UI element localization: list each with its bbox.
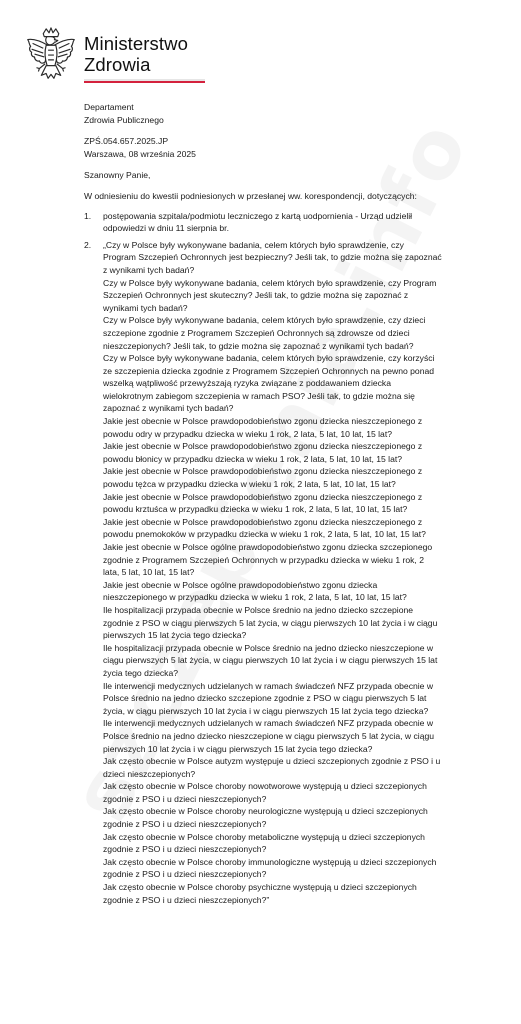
text-line: zgodnie z Programem Szczepień Ochronnych w przypadku dziecka w wieku 1 rok, 2 [103, 554, 424, 565]
greeting-text: Szanowny Panie, [84, 170, 151, 181]
text-line: szczepione zgodnie z Programem Szczepień Ochronnych są zdrowsze od dzieci [103, 327, 410, 338]
ministry-name-line2: Zdrowia [84, 54, 151, 75]
text-line: Jak często obecnie w Polsce choroby metaboliczne występują u dzieci szczepionych [103, 831, 425, 842]
text-line: wszelką wątpliwość przewyższają ryzyka związane z poddawaniem dziecka [103, 378, 392, 389]
text-line: Program Szczepień Ochronnych jest bezpieczny? Jeśli tak, to gdzie można się zapoznać [103, 252, 442, 263]
text-line: Jakie jest obecnie w Polsce prawdopodobieństwo zgonu dziecka nieszczepionego z [103, 516, 423, 527]
text-line: Czy w Polsce były wykonywane badania, celem których było sprawdzenie, czy korzyści [103, 353, 435, 364]
ministry-logo [20, 25, 195, 95]
text-line: ze szczepienia dziecka zgodnie z Programem Szczepień Ochronnych na pewno ponad [103, 365, 435, 376]
text-line: powodu pnemokoków w przypadku dziecka w wieku 1 rok, 2 lata, 5 lat, 10 lat, 15 lat? [103, 529, 426, 540]
text-line: Polsce średnio na jedno dziecko szczepione zgodnie z PSO w ciągu pierwszych 5 lat [103, 693, 427, 704]
text-line: nieszczepionych? Jeśli tak, to gdzie można się zapoznać z wynikami tych badań? [103, 340, 414, 351]
text-line: życia, w ciągu pierwszych 10 lat życia i w ciągu pierwszych 15 lat życia tego dziecka? [103, 705, 429, 716]
department-line: Departament [84, 102, 134, 112]
text-line: Czy w Polsce były wykonywane badania, celem których było sprawdzenie, czy dzieci [103, 315, 426, 326]
text-line: „Czy w Polsce były wykonywane badania, celem których było sprawdzenie, czy [103, 239, 404, 250]
text-line: Jakie jest obecnie w Polsce ogólne prawdopodobieństwo zgonu dziecka szczepionego [103, 542, 433, 552]
text-line: Jakie jest obecnie w Polsce ogólne prawdopodobieństwo zgonu dziecka [103, 579, 378, 590]
department-line: Zdrowia Publicznego [84, 114, 164, 125]
eagle-emblem-icon [20, 25, 82, 87]
text-line: pierwszych 10 lat życia i w ciągu pierwszych 15 lat życia tego dziecka? [103, 743, 373, 754]
text-line: Szczepień Ochronnych jest skuteczny? Jeśli tak, to gdzie można się zapoznać z [103, 290, 409, 301]
numbered-list [84, 210, 484, 907]
text-line: postępowania szpitala/podmiotu leczniczego z kartą uodpornienia - Urząd udzielił [103, 210, 413, 221]
list-item [84, 210, 484, 235]
text-line: zgodnie z PSO i u dzieci nieszczepionych? [103, 844, 267, 855]
text-line: nieszczepionego w przypadku dziecka w wieku 1 rok, 2 lata, 5 lat, 10 lat, 15 lat? [103, 592, 407, 603]
text-line: zgodnie z PSO i u dzieci nieszczepionych? [103, 869, 267, 880]
list-item-number: 1. [84, 210, 92, 221]
text-line: zgodnie z PSO i u dzieci nieszczepionych? [103, 819, 267, 830]
text-line: powodu odry w przypadku dziecka w wieku 1 rok, 2 lata, 5 lat, 10 lat, 15 lat? [103, 428, 393, 439]
text-line: zapoznać z wynikami tych badań? [103, 403, 234, 414]
text-line: powodu błonicy w przypadku dziecka w wieku 1 rok, 2 lata, 5 lat, 10 lat, 15 lat? [103, 453, 403, 464]
text-line: ciągu pierwszych 5 lat życia, w ciągu pierwszych 10 lat życia i w ciągu pierwszych 15 lat [103, 655, 438, 666]
text-line: Ile interwencji medycznych udzielanych w ramach świadczeń NFZ przypada obecnie w [103, 680, 434, 691]
text-line: odpowiedzi w dniu 11 sierpnia br. [103, 223, 229, 234]
text-line: Ile interwencji medycznych udzielanych w ramach świadczeń NFZ przypada obecnie w [103, 718, 434, 729]
text-line: zgodnie z PSO w ciągu pierwszych 5 lat życia, w ciągu pierwszych 10 lat życia i w ciągu [103, 617, 438, 628]
text-line: pierwszych 15 lat życia tego dziecka? [103, 630, 247, 641]
letter-body [84, 101, 484, 906]
text-line: życia tego dziecka? [103, 667, 178, 678]
text-line: Ile hospitalizacji przypada obecnie w Polsce średnio na jedno dziecko szczepione [103, 604, 414, 615]
list-item-text [103, 210, 484, 235]
list-item [84, 239, 484, 906]
flag-stripe-red [84, 81, 205, 83]
list-item-text [103, 239, 484, 906]
text-line: Jak często obecnie w Polsce autyzm występuje u dzieci szczepionych zgodnie z PSO i u [103, 756, 441, 767]
flag-stripe [84, 79, 205, 83]
intro [84, 190, 484, 203]
intro-text: W odniesieniu do kwestii podniesionych w przesłanej ww. korespondencji, dotyczących: [84, 190, 417, 201]
text-line: lata, 5 lat, 10 lat, 15 lat? [103, 567, 195, 578]
ministry-name [84, 33, 188, 75]
text-line: zgodnie z PSO i u dzieci nieszczepionych? [103, 793, 267, 804]
text-line: dzieci nieszczepionych? [103, 768, 196, 779]
text-line: powodu tężca w przypadku dziecka w wieku 1 rok, 2 lata, 5 lat, 10 lat, 15 lat? [103, 479, 396, 490]
department-block [84, 101, 484, 126]
text-line: Jak często obecnie w Polsce choroby neurologiczne występują u dzieci szczepionych [103, 806, 428, 817]
text-line: Polsce średnio na jedno dziecko nieszczepione w ciągu pierwszych 5 lat życia, w ciągu [103, 730, 435, 741]
text-line: powodu krztuśca w przypadku dziecka w wieku 1 rok, 2 lata, 5 lat, 10 lat, 15 lat? [103, 504, 408, 515]
text-line: Jak często obecnie w Polsce choroby immunologiczne występują u dzieci szczepionych [103, 856, 437, 867]
text-line: Czy w Polsce były wykonywane badania, celem których było sprawdzenie, czy Program [103, 277, 437, 288]
place-date: Warszawa, 08 września 2025 [84, 148, 196, 159]
reference-number: ZPŚ.054.657.2025.JP [84, 136, 169, 147]
text-line: Ile hospitalizacji przypada obecnie w Polsce średnio na jedno dziecko nieszczepione w [103, 642, 434, 653]
text-line: Jak często obecnie w Polsce choroby nowotworowe występują u dzieci szczepionych [103, 781, 427, 792]
greeting [84, 169, 484, 182]
text-line: Jakie jest obecnie w Polsce prawdopodobieństwo zgonu dziecka nieszczepionego z [103, 491, 423, 502]
list-item-number: 2. [84, 239, 92, 250]
text-line: z wynikami tych badań? [103, 264, 195, 275]
text-line: Jakie jest obecnie w Polsce prawdopodobieństwo zgonu dziecka nieszczepionego z [103, 441, 423, 452]
text-line: Jakie jest obecnie w Polsce prawdopodobieństwo zgonu dziecka nieszczepionego z [103, 416, 423, 427]
text-line: wielokrotnym zabiegom szczepienia w ramach PSO? Jeśli tak, to gdzie można się [103, 390, 415, 401]
text-line: Jakie jest obecnie w Polsce prawdopodobieństwo zgonu dziecka nieszczepionego z [103, 466, 423, 477]
text-line: Jak często obecnie w Polsce choroby psychiczne występują u dzieci szczepionych [103, 882, 417, 893]
text-line: wynikami tych badań? [103, 302, 188, 313]
ministry-name-line1: Ministerstwo [84, 33, 188, 54]
reference-block [84, 135, 484, 160]
text-line: zgodnie z PSO i u dzieci nieszczepionych?” [103, 894, 270, 905]
